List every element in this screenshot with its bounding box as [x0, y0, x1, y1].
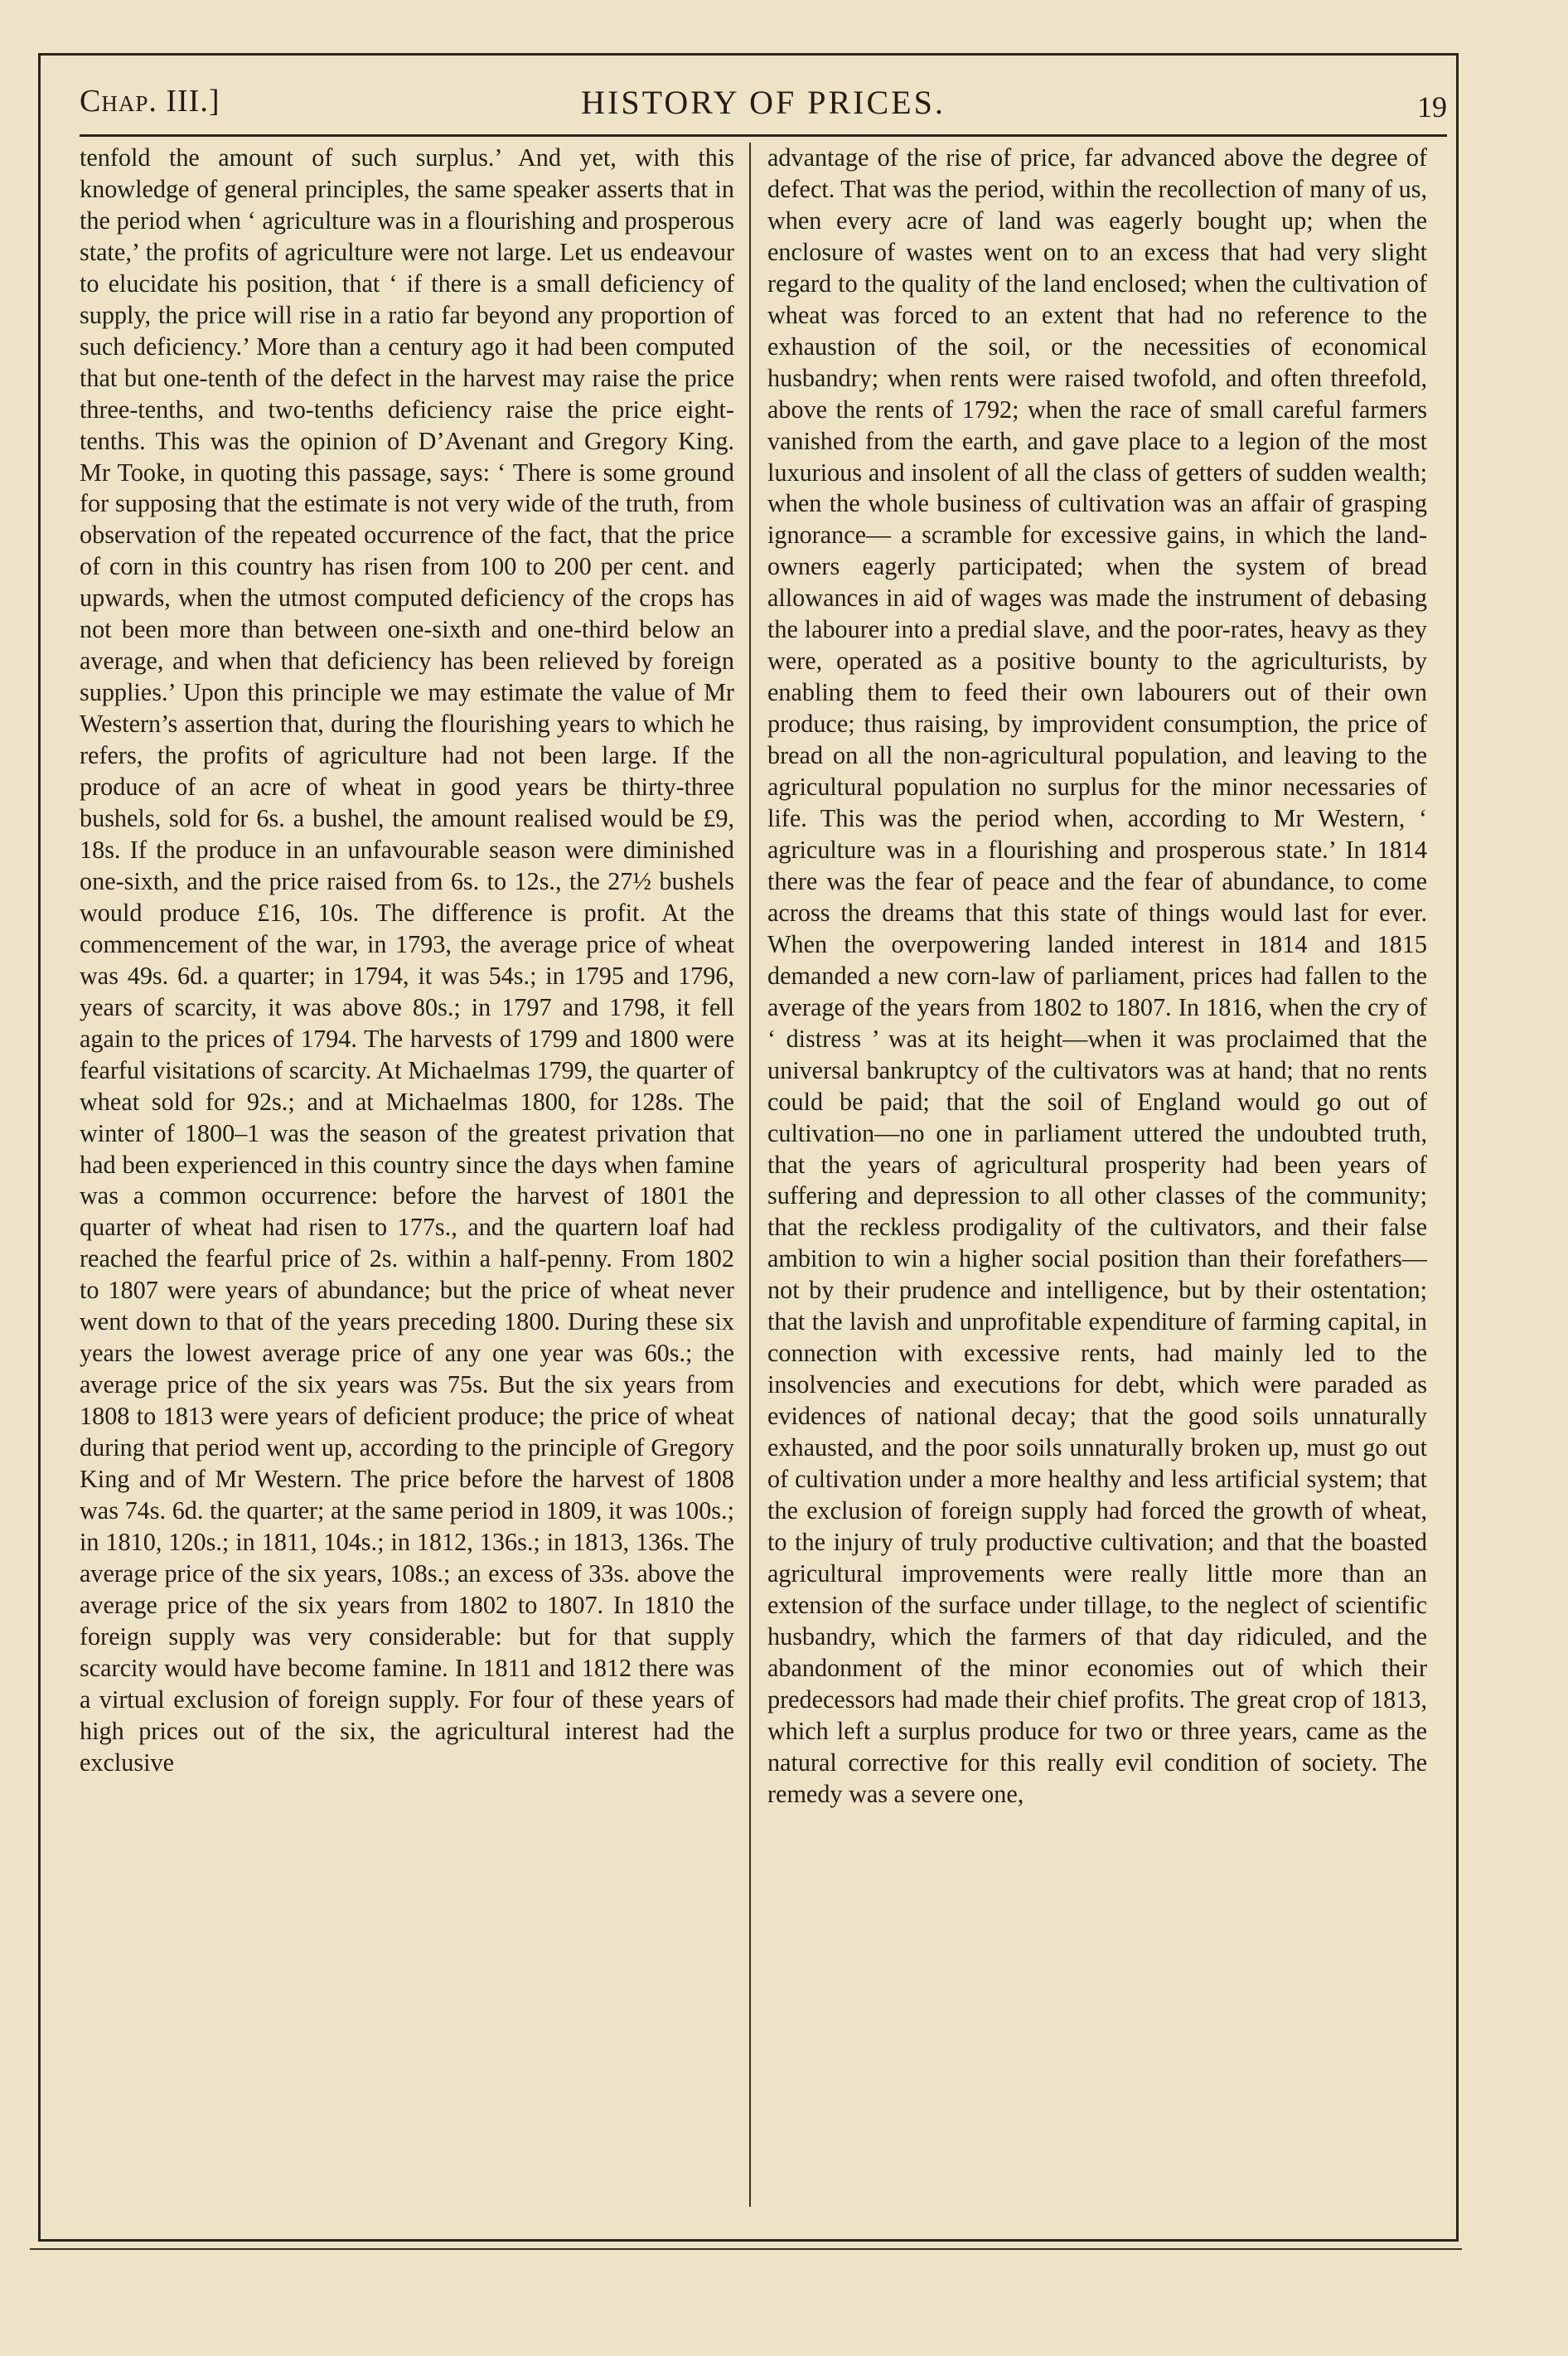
bottom-rule	[30, 2248, 1462, 2250]
column-divider	[749, 143, 751, 2207]
right-column	[767, 143, 1427, 2207]
right-column-text: advantage of the rise of price, far advanced above the degree of defect. That was the period, within the recollection of many of us, when every acre of land was eagerly bought up; when the enclosure of wastes went on to an excess that had very slight regard to the quality of the land enclosed; when the cultivation of wheat was forced to an extent that had no reference to the exhaustion of the soil, or the necessities of economical husbandry; when rents were raised twofold, and often threefold, above the rents of 1792; when the race of small careful farmers vanished from the earth, and gave place to a legion of the most luxurious and insolent of all the class of getters of sudden wealth; when the whole business of cultivation was an affair of grasping ignorance— a scramble for excessive gains, in which the landowners eagerly participated; when the system of bread allowances in aid of wages was made the instrument of debasing the labourer into a predial slave, and the poor-rates, heavy as they were, operated as a positive bounty to the agriculturists, by enabling them to feed their own labourers out of their own produce; thus raising, by improvident consumption, the price of bread on all the non-agricultural population, and leaving to the agricultural population no surplus for the minor necessaries of life. This was the period when, according to Mr Western, ‘ agriculture was in a flourishing and prosperous state.’ In 1814 there was the fear of peace and the fear of abundance, to come across the dreams that this state of things would last for ever. When the overpowering landed interest in 1814 and 1815 demanded a new corn-law of parliament, prices had fallen to the average of the years from 1802 to 1807. In 1816, when the cry of ‘ distress ’ was at its height—when it was proclaimed that the universal bankruptcy of the cultivators was at hand; that no rents could be paid; that the soil of England would go out of cultivation—no one in parliament uttered the undoubted truth, that the years of agricultural prosperity had been years of suffering and depression to all other classes of the community; that the reckless prodigality of the cultivators, and their false ambition to win a higher social position than their forefathers—not by their prudence and intelligence, but by their ostentation; that the lavish and unprofitable expenditure of farming capital, in connection with excessive rents, had mainly led to the insolvencies and executions for debt, which were paraded as evidences of national decay; that the good soils unnaturally exhausted, and the poor soils unnaturally broken up, must go out of cultivation under a more healthy and less artificial system; that the exclusion of foreign supply had forced the growth of wheat, to the injury of truly productive cultivation; and that the boasted agricultural improvements were really little more than an extension of the surface under tillage, to the neglect of scientific husbandry, which the farmers of that day ridiculed, and the abandonment of the minor economies out of which their predecessors had made their chief profits. The great crop of 1813, which left a surplus produce for two or three years, came as the natural corrective for this really evil condition of society. The remedy was a severe one,	[767, 143, 1427, 1808]
left-column-text: tenfold the amount of such surplus.’ And yet, with this knowledge of general principles, the same speaker asserts that in the period when ‘ agriculture was in a flourishing and prosperous state,’ the profits of agriculture were not large. Let us endeavour to elucidate his position, that ‘ if there is a small deficiency of supply, the price will rise in a ratio far beyond any proportion of such deficiency.’ More than a century ago it had been computed that but one-tenth of the defect in the harvest may raise the price three-tenths, and two-tenths deficiency raise the price eight-tenths. This was the opinion of D’Avenant and Gregory King. Mr Tooke, in quoting this passage, says: ‘ There is some ground for supposing that the estimate is not very wide of the truth, from observation of the repeated occurrence of the fact, that the price of corn in this country has risen from 100 to 200 per cent. and upwards, when the utmost computed deficiency of the crops has not been more than between one-sixth and one-third below an average, and when that deficiency has been relieved by foreign supplies.’ Upon this principle we may estimate the value of Mr Western’s assertion that, during the flourishing years to which he refers, the profits of agriculture had not been large. If the produce of an acre of wheat in good years be thirty-three bushels, sold for 6s. a bushel, the amount realised would be £9, 18s. If the produce in an unfavourable season were diminished one-sixth, and the price raised from 6s. to 12s., the 27½ bushels would produce £16, 10s. The difference is profit. At the commencement of the war, in 1793, the average price of wheat was 49s. 6d. a quarter; in 1794, it was 54s.; in 1795 and 1796, years of scarcity, it was above 80s.; in 1797 and 1798, it fell again to the prices of 1794. The harvests of 1799 and 1800 were fearful visitations of scarcity. At Michaelmas 1799, the quarter of wheat sold for 92s.; and at Michaelmas 1800, for 128s. The winter of 1800–1 was the season of the greatest privation that had been experienced in this country since the days when famine was a common occurrence: before the harvest of 1801 the quarter of wheat had risen to 177s., and the quartern loaf had reached the fearful price of 2s. within a half-penny. From 1802 to 1807 were years of abundance; but the price of wheat never went down to that of the years preceding 1800. During these six years the lowest average price of any one year was 60s.; the average price of the six years was 75s. But the six years from 1808 to 1813 were years of deficient produce; the price of wheat during that period went up, according to the principle of Gregory King and of Mr Western. The price before the harvest of 1808 was 74s. 6d. the quarter; at the same period in 1809, it was 100s.; in 1810, 120s.; in 1811, 104s.; in 1812, 136s.; in 1813, 136s. The average price of the six years, 108s.; an excess of 33s. above the average price of the six years from 1802 to 1807. In 1810 the foreign supply was very considerable: but for that supply scarcity would have become famine. In 1811 and 1812 there was a virtual exclusion of foreign supply. For four of these years of high prices out of the six, the agricultural interest had the exclusive	[80, 143, 734, 1777]
running-header	[80, 76, 1447, 137]
running-title: HISTORY OF PRICES.	[581, 84, 946, 121]
page-number: 19	[1417, 90, 1447, 124]
chapter-label: Chap. III.]	[80, 84, 220, 119]
left-column	[80, 143, 734, 2207]
